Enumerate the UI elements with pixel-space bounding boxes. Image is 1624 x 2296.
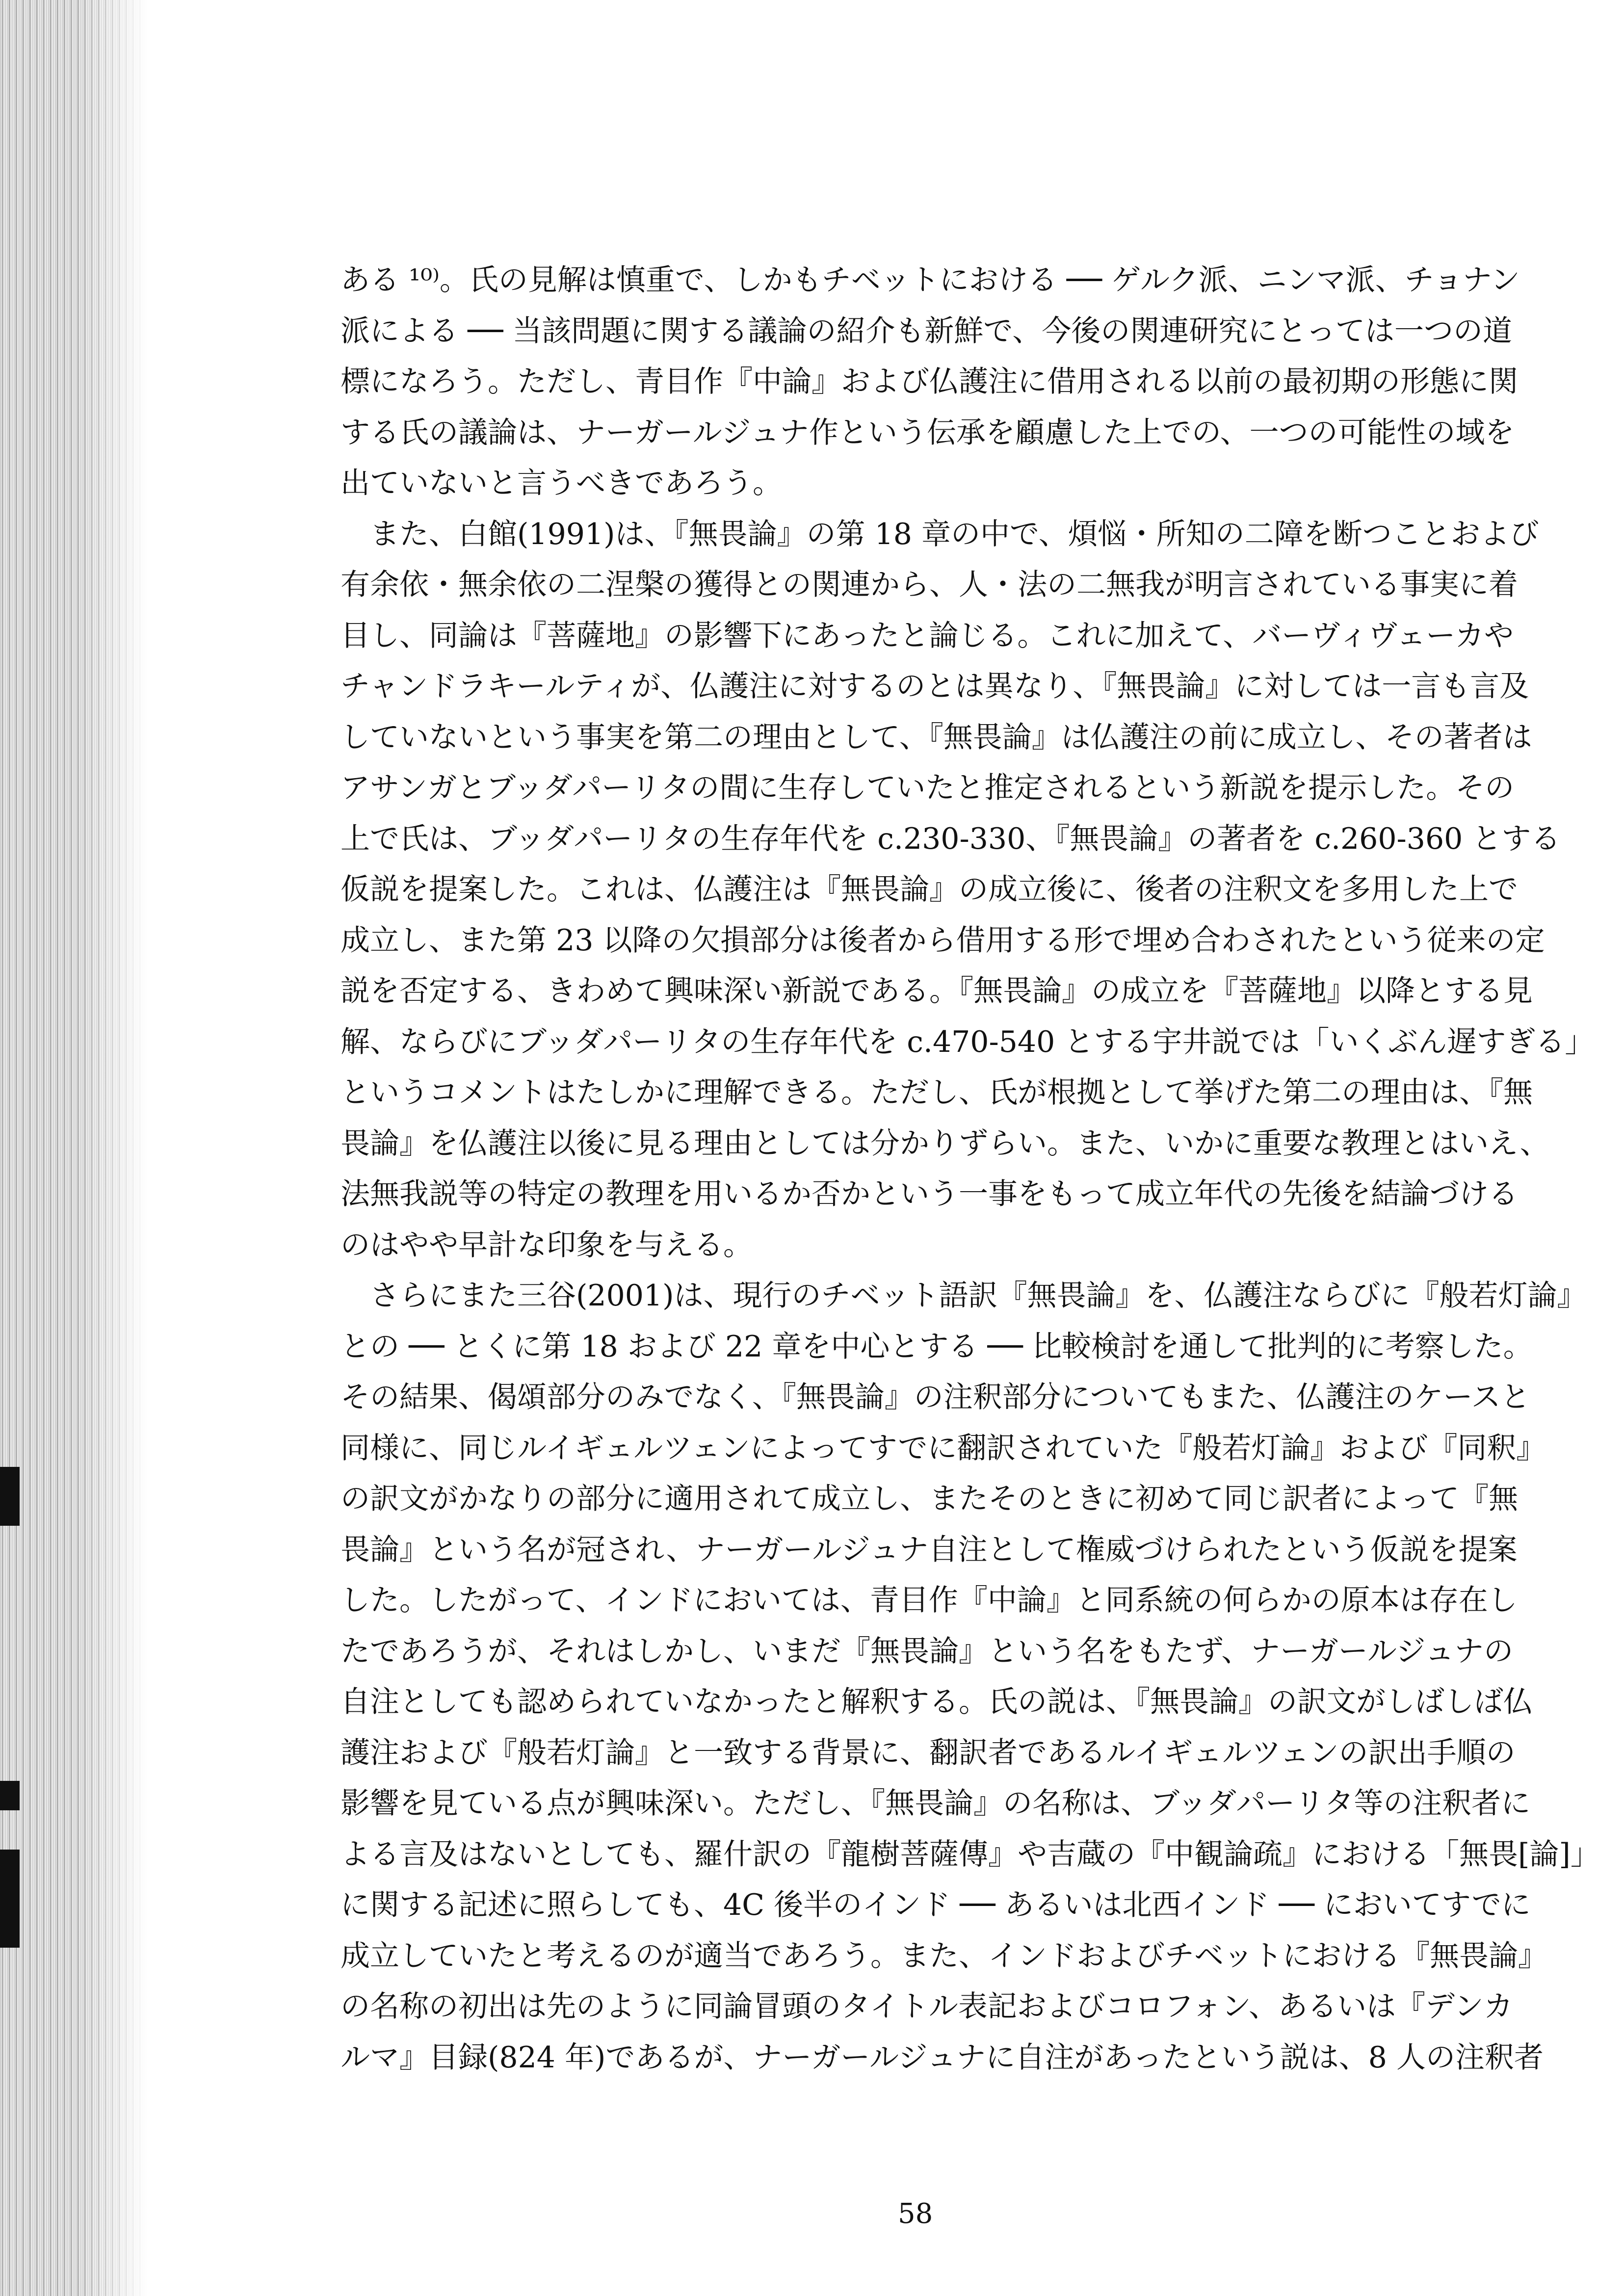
text-line: に関する記述に照らしても、4C 後半のインド ── あるいは北西インド ── においてすでに	[341, 1888, 1531, 1922]
text-line: たであろうが、それはしかし、いまだ『無畏論』という名をもたず、ナーガールジュナの	[341, 1634, 1514, 1669]
text-line: 自注としても認められていなかったと解釈する。氏の説は、『無畏論』の訳文がしばしば仏	[341, 1685, 1533, 1719]
text-line: 派による ── 当該問題に関する議論の紹介も新鮮で、今後の関連研究にとっては一つの道	[341, 313, 1512, 348]
body-text	[341, 255, 1600, 2083]
text-line: の訳文がかなりの部分に適用されて成立し、またそのときに初めて同じ訳者によって『無	[341, 1482, 1518, 1516]
text-line: チャンドラキールティが、仏護注に対するのとは異なり、『無畏論』に対しては一言も言及	[341, 669, 1529, 704]
paragraph	[341, 255, 1520, 509]
text-line: した。したがって、インドにおいては、青目作『中論』と同系統の何らかの原本は存在し	[341, 1583, 1518, 1618]
text-line: との ── とくに第 18 および 22 章を中心とする ── 比較検討を通して批判的に考察した。	[341, 1329, 1533, 1364]
text-line: 仮説を提案した。これは、仏護注は『無畏論』の成立後に、後者の注釈文を多用した上で	[341, 872, 1518, 907]
text-line: 畏論』という名が冠され、ナーガールジュナ自注として権威づけられたという仮説を提案	[341, 1532, 1518, 1567]
text-line: ルマ』目録(824 年)であるが、ナーガールジュナに自注があったという説は、8 人の注釈者	[341, 2040, 1544, 2075]
text-line: の名称の初出は先のように同論冒頭のタイトル表記およびコロフォン、あるいは『デンカ	[341, 1989, 1513, 2024]
scan-edge-mark	[0, 1850, 20, 1948]
scan-edge-mark	[0, 1467, 20, 1526]
text-line: 成立していたと考えるのが適当であろう。また、インドおよびチベットにおける『無畏論』	[341, 1938, 1547, 1973]
text-line: 影響を見ている点が興味深い。ただし、『無畏論』の名称は、ブッダパーリタ等の注釈者に	[341, 1786, 1531, 1821]
text-line: アサンガとブッダパーリタの間に生存していたと推定されるという新説を提示した。その	[341, 771, 1515, 805]
scan-edge-mark	[0, 1781, 20, 1810]
text-line: 有余依・無余依の二涅槃の獲得との関連から、人・法の二無我が明言されている事実に着	[341, 568, 1518, 602]
page-number: 58	[898, 2198, 933, 2230]
text-line: 成立し、また第 23 以降の欠損部分は後者から借用する形で埋め合わされたという従来の定	[341, 923, 1545, 958]
text-line: 上で氏は、ブッダパーリタの生存年代を c.230-330、『無畏論』の著者を c.260-360 とする	[341, 821, 1561, 856]
text-line: 目し、同論は『菩薩地』の影響下にあったと論じる。これに加えて、バーヴィヴェーカや	[341, 618, 1514, 653]
text-line: 出ていないと言うべきであろう。	[341, 466, 782, 500]
text-line: また、白館(1991)は、『無畏論』の第 18 章の中で、煩悩・所知の二障を断つことおよび	[370, 517, 1539, 551]
text-line: その結果、偈頌部分のみでなく、『無畏論』の注釈部分についてもまた、仏護注のケースと	[341, 1380, 1530, 1414]
text-line: 標になろう。ただし、青目作『中論』および仏護注に借用される以前の最初期の形態に関	[341, 365, 1518, 399]
paragraph	[341, 509, 1595, 1271]
paragraph	[341, 1271, 1600, 2083]
text-line: する氏の議論は、ナーガールジュナ作という伝承を顧慮した上での、一つの可能性の域を	[341, 415, 1515, 450]
text-line: 畏論』を仏護注以後に見る理由としては分かりずらい。また、いかに重要な教理とはいえ、	[341, 1126, 1549, 1161]
text-line: のはやや早計な印象を与える。	[341, 1227, 753, 1262]
text-line: 法無我説等の特定の教理を用いるか否かという一事をもって成立年代の先後を結論づける	[341, 1177, 1518, 1211]
text-line: というコメントはたしかに理解できる。ただし、氏が根拠として挙げた第二の理由は、『無	[341, 1075, 1533, 1110]
text-line: よる言及はないとしても、羅什訳の『龍樹菩薩傳』や吉蔵の『中観論疏』における「無畏[論]」	[341, 1837, 1600, 1872]
text-line: 解、ならびにブッダパーリタの生存年代を c.470-540 とする宇井説では「いくぶん遅すぎる」	[341, 1024, 1595, 1059]
page-binding-edge	[0, 0, 147, 2296]
text-line: 同様に、同じルイギェルツェンによってすでに翻訳されていた『般若灯論』および『同釈』	[341, 1431, 1546, 1465]
text-line: 説を否定する、きわめて興味深い新説である。『無畏論』の成立を『菩薩地』以降とする見	[341, 974, 1533, 1008]
text-line: さらにまた三谷(2001)は、現行のチベット語訳『無畏論』を、仏護注ならびに『般若灯論』	[370, 1278, 1587, 1313]
text-line: ある ¹⁰⁾。氏の見解は慎重で、しかもチベットにおける ── ゲルク派、ニンマ派、チョナン	[341, 263, 1520, 297]
text-line: していないという事実を第二の理由として、『無畏論』は仏護注の前に成立し、その著者は	[341, 720, 1532, 755]
text-line: 護注および『般若灯論』と一致する背景に、翻訳者であるルイギェルツェンの訳出手順の	[341, 1735, 1516, 1770]
